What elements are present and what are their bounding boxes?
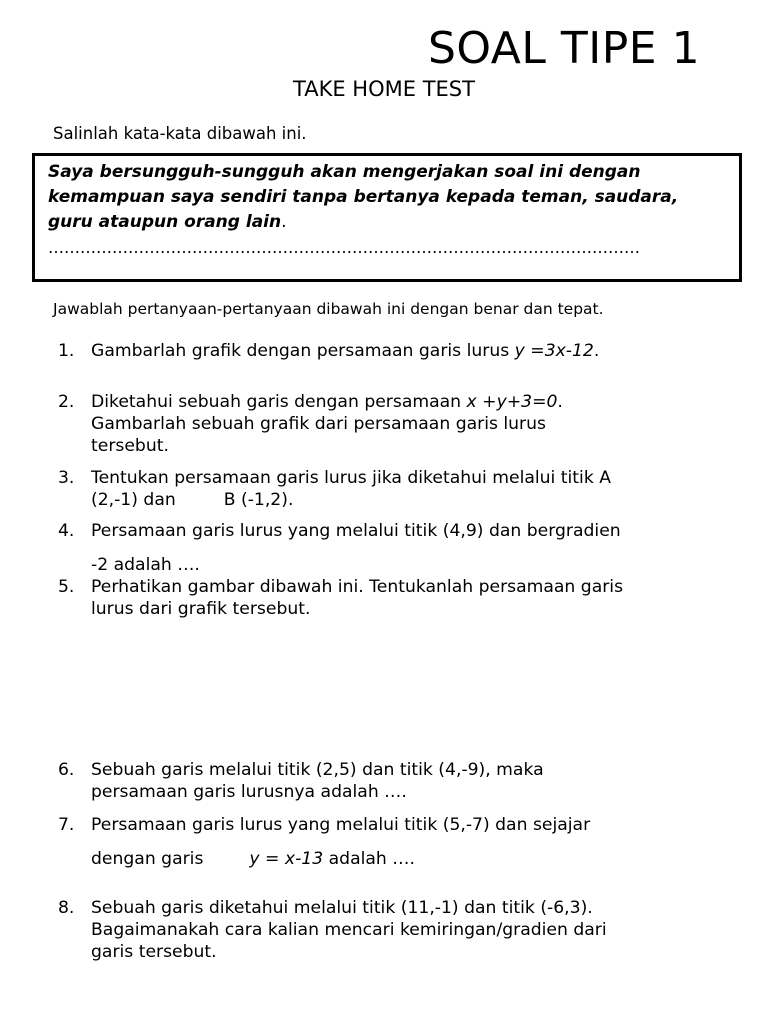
question-text-line: persamaan garis lurusnya adalah …. — [91, 782, 407, 802]
question-text-part: Diketahui sebuah garis dengan persamaan — [91, 392, 467, 412]
question-number: 4. — [58, 521, 75, 541]
question-text-line: Tentukan persamaan garis lurus jika diketahui melalui titik A — [91, 468, 611, 488]
pledge-box — [32, 153, 742, 282]
question-text-part: . — [593, 341, 600, 361]
question-text-part: (2,-1) dan — [91, 490, 176, 510]
question-text-part: Gambarlah grafik dengan persamaan garis lurus — [91, 341, 515, 361]
answer-instruction: Jawablah pertanyaan-pertanyaan dibawah ini dengan benar dan tepat. — [53, 300, 604, 318]
question-text-part: B (-1,2). — [223, 490, 294, 510]
question-text-line: Sebuah garis diketahui melalui titik (11,-1) dan titik (-6,3). — [91, 898, 593, 918]
question-text — [91, 391, 728, 413]
question-7 — [58, 814, 728, 870]
question-1 — [58, 340, 728, 362]
question-5 — [58, 576, 728, 620]
question-text-line: lurus dari grafik tersebut. — [91, 599, 311, 619]
page-subtitle: TAKE HOME TEST — [293, 77, 475, 101]
equation: y = x-13 — [249, 849, 324, 869]
question-text-part: dengan garis — [91, 849, 204, 869]
pledge-end-mark: . — [281, 212, 287, 232]
question-number: 2. — [58, 392, 75, 412]
question-number: 7. — [58, 815, 75, 835]
question-2 — [58, 391, 728, 457]
pledge-text — [48, 160, 728, 235]
pledge-statement: Saya bersungguh-sungguh akan mengerjakan soal ini dengan kemampuan saya sendiri tanpa bertanya kepada teman, saudara, guru ataupun orang lain — [48, 162, 679, 232]
question-number: 3. — [58, 468, 75, 488]
question-number: 8. — [58, 898, 75, 918]
question-text-line: Bagaimanakah cara kalian mencari kemiringan/gradien dari — [91, 920, 607, 940]
question-number: 1. — [58, 341, 75, 361]
question-text — [91, 340, 728, 362]
question-4 — [58, 520, 728, 576]
question-6 — [58, 759, 728, 803]
pledge-writing-line: ………………………………………………………………………………………………… — [48, 238, 640, 257]
question-text-line: garis tersebut. — [91, 942, 217, 962]
page-title: SOAL TIPE 1 — [428, 23, 701, 74]
equation: y =3x-12 — [514, 341, 594, 361]
question-text-part: . — [557, 392, 563, 412]
question-text-line: tersebut. — [91, 436, 169, 456]
question-number: 6. — [58, 760, 75, 780]
equation: x +y+3=0 — [466, 392, 558, 412]
question-8 — [58, 897, 728, 963]
question-text-line: -2 adalah …. — [91, 555, 200, 575]
copy-instruction: Salinlah kata-kata dibawah ini. — [53, 124, 307, 143]
question-3 — [58, 467, 728, 511]
question-text-line — [91, 489, 728, 511]
question-text-line: Persamaan garis lurus yang melalui titik (4,9) dan bergradien — [91, 521, 621, 541]
question-text-line: Sebuah garis melalui titik (2,5) dan titik (4,-9), maka — [91, 760, 544, 780]
question-text-line: Persamaan garis lurus yang melalui titik (5,-7) dan sejajar — [91, 815, 591, 835]
question-text-part: adalah …. — [323, 849, 415, 869]
question-text-line: Gambarlah sebuah grafik dari persamaan garis lurus — [91, 414, 546, 434]
question-number: 5. — [58, 577, 75, 597]
question-text-line — [91, 848, 728, 870]
question-text-line: Perhatikan gambar dibawah ini. Tentukanlah persamaan garis — [91, 577, 624, 597]
